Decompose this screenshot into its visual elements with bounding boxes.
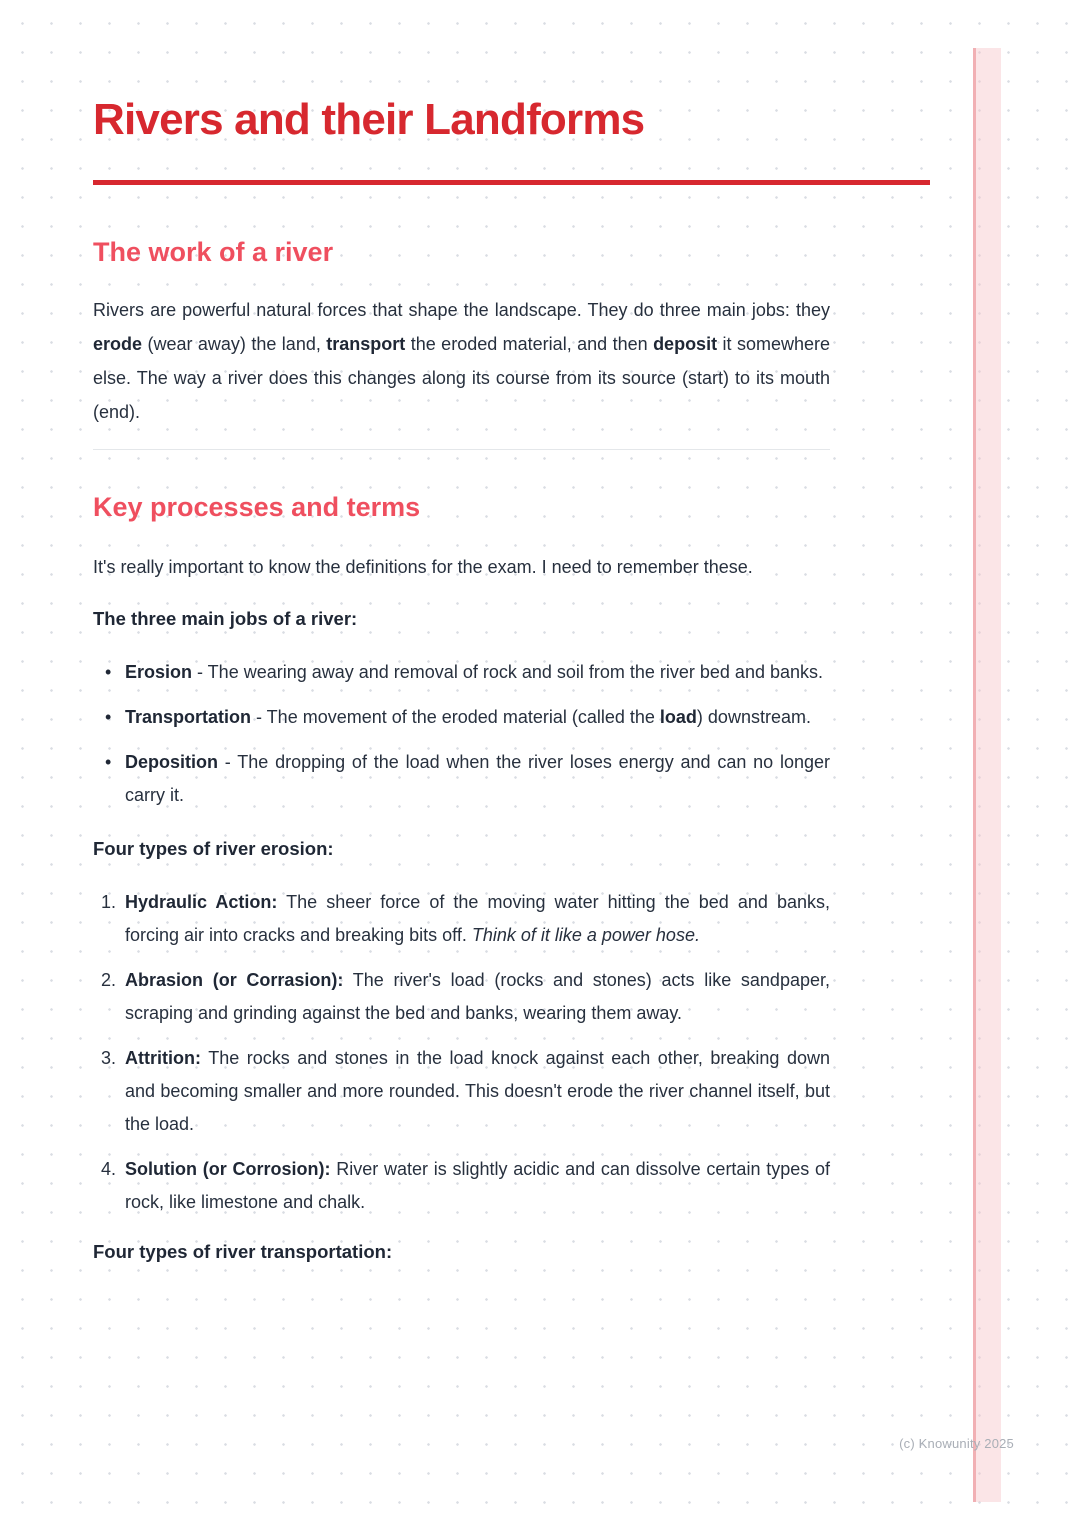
list-item-hydraulic-action — [101, 886, 830, 952]
list-item-transportation — [125, 701, 830, 734]
work-of-river-paragraph — [93, 293, 830, 429]
bold-term-load: load — [659, 707, 697, 727]
bold-term: Solution (or Corrosion): — [125, 1159, 331, 1179]
page-content — [93, 0, 830, 1265]
text-segment: - The movement of the eroded material (called the — [251, 707, 660, 727]
list-number: 4. — [101, 1159, 117, 1179]
page-edge-stripe — [973, 48, 1001, 1502]
list-item-deposition — [125, 746, 830, 812]
list-item-abrasion — [101, 964, 830, 1030]
text-segment: - The wearing away and removal of rock and soil from the river bed and banks. — [192, 662, 823, 682]
text-segment: The rocks and stones in the load knock against each other, breaking down and becoming smaller and more rounded. This doesn't erode the river channel itself, but the load. — [125, 1048, 830, 1134]
list-item-attrition — [101, 1042, 830, 1141]
bold-term-erode: erode — [93, 334, 143, 354]
bold-term: Transportation — [125, 707, 252, 727]
bold-term: Hydraulic Action: — [125, 892, 278, 912]
bold-term-deposit: deposit — [653, 334, 718, 354]
page-title: Rivers and their Landforms — [93, 95, 645, 144]
bold-term: Erosion — [125, 662, 193, 682]
list-item-solution — [101, 1153, 830, 1219]
subheading-three-main-jobs: The three main jobs of a river: — [93, 608, 358, 629]
text-segment: - The dropping of the load when the river loses energy and can no longer carry it. — [125, 752, 830, 805]
list-item-erosion — [125, 656, 830, 689]
text-segment: the eroded material, and then — [405, 334, 654, 354]
italic-note: Think of it like a power hose. — [471, 925, 700, 945]
section-divider — [93, 449, 830, 450]
text-segment: Rivers are powerful natural forces that shape the landscape. They do three main jobs: they — [93, 300, 830, 320]
bold-term-transport: transport — [326, 334, 406, 354]
subheading-four-types-erosion: Four types of river erosion: — [93, 838, 334, 859]
title-divider-rule — [93, 180, 930, 185]
section-heading-key-processes: Key processes and terms — [93, 492, 421, 522]
jobs-bullet-list — [93, 656, 830, 812]
section-heading-work-of-river: The work of a river — [93, 237, 334, 267]
text-segment: ) downstream. — [696, 707, 811, 727]
list-number: 1. — [101, 892, 117, 912]
list-number: 2. — [101, 970, 117, 990]
erosion-numbered-list — [93, 886, 830, 1219]
text-segment: The sheer force of the moving water hitting the bed and banks, forcing air into cracks and breaking bits off. — [125, 892, 830, 945]
key-processes-intro: It's really important to know the definitions for the exam. I need to remember these. — [93, 557, 753, 577]
bold-term: Attrition: — [125, 1048, 201, 1068]
subheading-four-types-transportation: Four types of river transportation: — [93, 1241, 393, 1262]
copyright-watermark: (c) Knowunity 2025 — [899, 1436, 1014, 1451]
text-segment: River water is slightly acidic and can dissolve certain types of rock, like limestone and chalk. — [125, 1159, 830, 1212]
text-segment: (wear away) the land, — [142, 334, 327, 354]
list-number: 3. — [101, 1048, 117, 1068]
text-segment: it somewhere else. The way a river does this changes along its course from its source (start) to its mouth (end). — [93, 334, 830, 422]
bold-term: Abrasion (or Corrasion): — [125, 970, 344, 990]
bold-term: Deposition — [125, 752, 218, 772]
text-segment: The river's load (rocks and stones) acts like sandpaper, scraping and grinding against the bed and banks, wearing them away. — [125, 970, 830, 1023]
